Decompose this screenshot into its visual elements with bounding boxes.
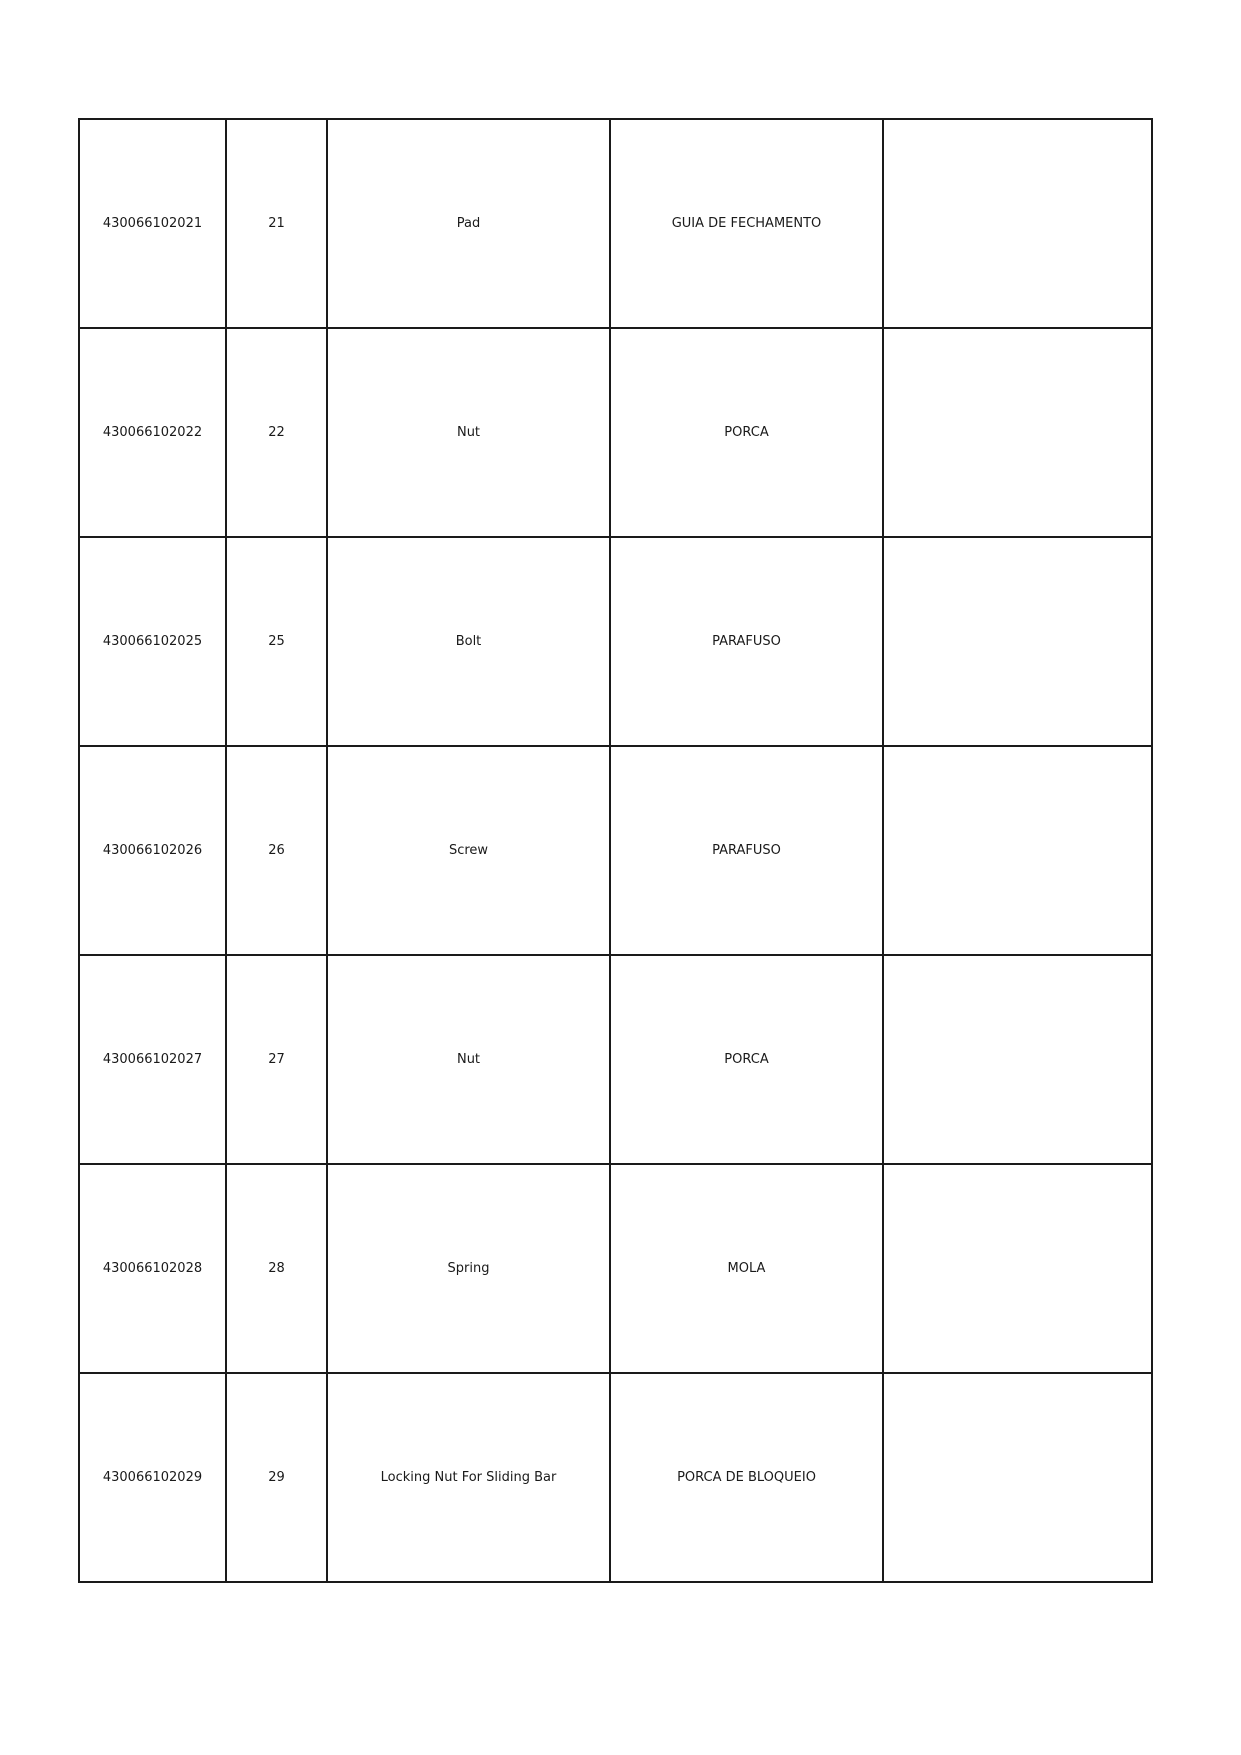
cell-description-en: Nut (327, 955, 610, 1164)
cell-description-pt: MOLA (610, 1164, 883, 1373)
cell-notes (883, 119, 1152, 328)
cell-part-number: 430066102025 (79, 537, 226, 746)
cell-part-number: 430066102021 (79, 119, 226, 328)
table-row (79, 537, 1152, 746)
cell-description-pt: GUIA DE FECHAMENTO (610, 119, 883, 328)
cell-description-pt: PARAFUSO (610, 746, 883, 955)
cell-item-no: 27 (226, 955, 327, 1164)
table-row (79, 746, 1152, 955)
cell-description-pt: PORCA (610, 955, 883, 1164)
cell-description-en: Pad (327, 119, 610, 328)
cell-description-pt: PORCA DE BLOQUEIO (610, 1373, 883, 1582)
cell-notes (883, 746, 1152, 955)
cell-item-no: 28 (226, 1164, 327, 1373)
cell-notes (883, 955, 1152, 1164)
table-row (79, 1164, 1152, 1373)
cell-part-number: 430066102028 (79, 1164, 226, 1373)
cell-item-no: 21 (226, 119, 327, 328)
cell-item-no: 25 (226, 537, 327, 746)
cell-item-no: 29 (226, 1373, 327, 1582)
cell-description-pt: PARAFUSO (610, 537, 883, 746)
cell-part-number: 430066102029 (79, 1373, 226, 1582)
cell-description-en: Screw (327, 746, 610, 955)
table-row (79, 1373, 1152, 1582)
cell-notes (883, 1373, 1152, 1582)
cell-notes (883, 328, 1152, 537)
cell-description-en: Locking Nut For Sliding Bar (327, 1373, 610, 1582)
cell-notes (883, 537, 1152, 746)
table-row (79, 955, 1152, 1164)
cell-description-pt: PORCA (610, 328, 883, 537)
cell-description-en: Bolt (327, 537, 610, 746)
cell-part-number: 430066102027 (79, 955, 226, 1164)
parts-table (78, 118, 1153, 1583)
cell-item-no: 26 (226, 746, 327, 955)
cell-part-number: 430066102022 (79, 328, 226, 537)
cell-description-en: Spring (327, 1164, 610, 1373)
table-row (79, 328, 1152, 537)
cell-part-number: 430066102026 (79, 746, 226, 955)
cell-item-no: 22 (226, 328, 327, 537)
cell-description-en: Nut (327, 328, 610, 537)
cell-notes (883, 1164, 1152, 1373)
table-row (79, 119, 1152, 328)
